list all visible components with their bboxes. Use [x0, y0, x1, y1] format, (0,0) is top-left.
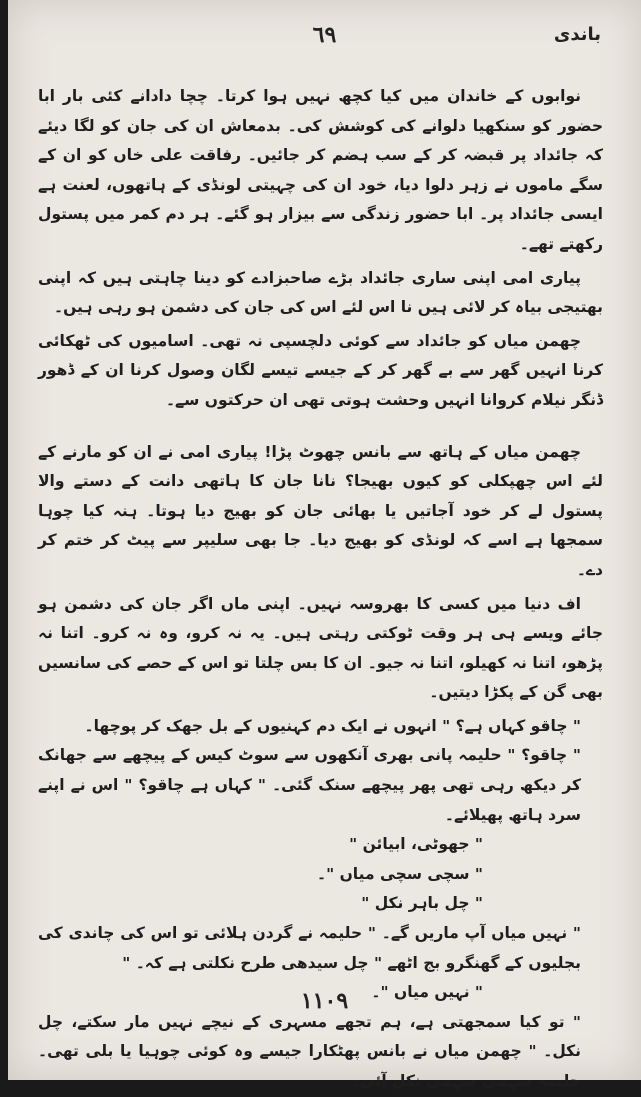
page-number: ٦٩: [312, 22, 337, 48]
dialogue-line: " چاقو کہاں ہے؟ " انہوں نے ایک دم کہنیوں کے بل جھک کر پوچھا۔: [84, 716, 581, 735]
dialogue-line: " نہیں میاں آپ ماریں گے۔ " حلیمہ نے گردن ہلائی تو اس کی چاندی کی بجلیوں کے گھنگرو بج اٹھے " چل سیدھی طرح نکلتی ہے کہ۔ ": [38, 924, 581, 972]
paragraph: نوابوں کے خاندان میں کیا کچھ نہیں ہوا کرتا۔ چچا دادانے کئی بار ابا حضور کو سنکھیا دلوانے کی کوشش کی۔ بدمعاش ان کی جان کو لگا دیئے کہ جائداد پر قبضہ کر کے سب ہضم کر جائیں۔ رفاقت علی خاں کو ان کے سگے ماموں نے زہر دلوا دیا، خود ان کی چہیتی لونڈی کے ہاتھوں، لعنت ہے ایسی جائداد پر۔ ابا حضور زندگی سے بیزار ہو گئے۔ ہر دم کمر میں پستول رکھتے تھے۔: [38, 87, 603, 253]
dialogue-line: " جھوٹی، ابیائن ": [349, 835, 483, 854]
paragraph: اف دنیا میں کسی کا بھروسہ نہیں۔ اپنی ماں اگر جان کی دشمن ہو جائے ویسے ہی ہر وقت ٹوکتی رہتی ہیں۔ یہ نہ کرو، وہ نہ کرو۔ اتنا نہ پڑھو، اتنا نہ کھیلو، اتنا نہ جیو۔ ان کا بس چلتا تو اس کے حصے کی سانسیں بھی گن کے پکڑا دیتیں۔: [38, 594, 603, 702]
book-page: [8, 0, 641, 1090]
paragraph: چھمن میاں کے ہاتھ سے بانس چھوٹ پڑا! پیاری امی نے ان کو مارنے کے لئے اس چھپکلی کو کیوں بھیجا؟ نانا جان کا ہاتھی دانت کے دستے والا پستول لے کر خود آجاتیں یا بھائی جان کو بھیج دیا ہوتا۔ ہنہ کیا چوہا سمجھا ہے اسے کہ لونڈی کو بھیج دیا۔ جا بھی سلیپر سے پیٹ کر ختم کر دے۔: [38, 442, 603, 579]
dialogue-line: " سچی سچی میاں "۔: [317, 864, 483, 883]
dialogue-line: " تو کیا سمجھتی ہے، ہم تجھے مسہری کے نیچے نہیں مار سکتے، چل نکل۔ " چھمن میاں نے بانس پھٹکارا جیسے وہ کوئی چوہیا یا بلی تھی۔ حلیمہ سہمی سہمی نکل آئی۔: [38, 1012, 581, 1090]
paragraph: پیاری امی اپنی ساری جائداد بڑے صاحبزادے کو دینا چاہتی ہیں کہ اپنی بھتیجی بیاہ کر لائی ہیں نا اس لئے اس کی جان کی دشمن ہو رہی ہیں۔: [38, 268, 603, 317]
dialogue-line: " چل باہر نکل ": [361, 894, 483, 913]
dialogue-line: " نہیں میاں "۔: [371, 983, 483, 1002]
footer-page-number: ۱۱۰۹: [300, 988, 349, 1014]
paragraph: چھمن میاں کو جائداد سے کوئی دلچسپی نہ تھی۔ اسامیوں کی ٹھکائی کرنا انہیں گھر سے بے گھر کر کے جیسے تیسے لگان وصول کرنا ان کے ڈھور ڈنگر نیلام کروانا انہیں وحشت ہوتی تھی ان حرکتوں سے۔: [38, 331, 603, 409]
page-header: [8, 18, 641, 68]
running-title: باندی: [553, 24, 601, 45]
body-text: [38, 82, 603, 1097]
dialogue-line: " چاقو؟ " حلیمہ پانی بھری آنکھوں سے سوٹ کیس کے پیچھے سے جھانک کر دیکھ رہی تھی پھر پیچھے سنک گئی۔ " کہاں ہے چاقو؟ " اس نے اپنے سرد ہاتھ پھیلائے۔: [38, 746, 581, 824]
